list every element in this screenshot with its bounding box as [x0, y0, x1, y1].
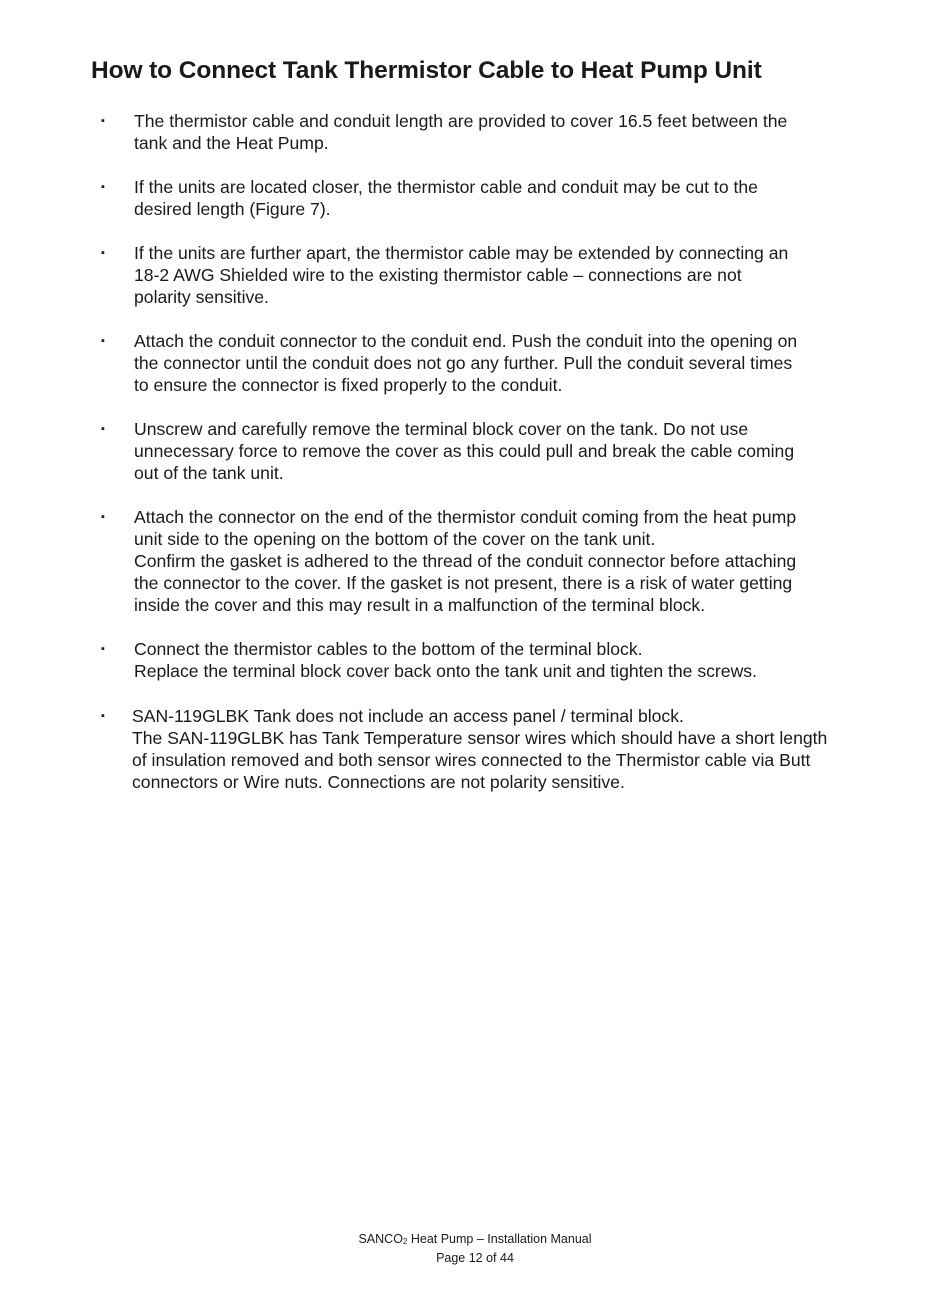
- bullet-marker: ▪: [101, 247, 105, 259]
- page-title: How to Connect Tank Thermistor Cable to Heat Pump Unit: [91, 57, 762, 84]
- text-line: Unscrew and carefully remove the terminal block cover on the tank. Do not use: [134, 419, 749, 439]
- text-line: the connector until the conduit does not go any further. Pull the conduit several times: [134, 353, 793, 374]
- text-line: If the units are further apart, the thermistor cable may be extended by connecting an: [134, 243, 789, 263]
- text-line: tank and the Heat Pump.: [134, 133, 329, 154]
- text-line: polarity sensitive.: [134, 287, 269, 308]
- list-item: [134, 330, 894, 396]
- text-line: desired length (Figure 7).: [134, 199, 331, 220]
- list-item: [134, 176, 894, 220]
- list-item: [134, 638, 894, 682]
- text-line: The thermistor cable and conduit length are provided to cover 16.5 feet between the: [134, 111, 788, 131]
- text-line: of insulation removed and both sensor wires connected to the Thermistor cable via Butt: [132, 750, 811, 771]
- text-line: The SAN-119GLBK has Tank Temperature sensor wires which should have a short length: [132, 728, 828, 749]
- text-line: inside the cover and this may result in a malfunction of the terminal block.: [134, 595, 706, 616]
- bullet-marker: ▪: [101, 511, 105, 523]
- manual-title-prefix: SANCO: [358, 1232, 403, 1246]
- list-item: [134, 418, 894, 484]
- list-item: [134, 506, 894, 616]
- list-item: [134, 242, 894, 308]
- text-line: unnecessary force to remove the cover as this could pull and break the cable coming: [134, 441, 795, 462]
- list-item: [132, 705, 892, 793]
- text-line: If the units are located closer, the thermistor cable and conduit may be cut to the: [134, 177, 758, 197]
- text-line: 18-2 AWG Shielded wire to the existing thermistor cable – connections are not: [134, 265, 742, 286]
- manual-title-subscript: 2: [402, 1237, 408, 1246]
- bullet-marker: ▪: [101, 710, 105, 722]
- text-line: to ensure the connector is fixed properly to the conduit.: [134, 375, 563, 396]
- text-line: Confirm the gasket is adhered to the thread of the conduit connector before attaching: [134, 551, 797, 572]
- bullet-marker: ▪: [101, 643, 105, 655]
- text-line: out of the tank unit.: [134, 463, 284, 484]
- text-line: Attach the conduit connector to the conduit end. Push the conduit into the opening on: [134, 331, 798, 351]
- bullet-marker: ▪: [101, 335, 105, 347]
- text-line: Attach the connector on the end of the thermistor conduit coming from the heat pump: [134, 507, 797, 527]
- text-line: Connect the thermistor cables to the bottom of the terminal block.: [134, 639, 643, 659]
- manual-title: [0, 1231, 950, 1250]
- text-line: the connector to the cover. If the gasket is not present, there is a risk of water getting: [134, 573, 793, 594]
- text-line: connectors or Wire nuts. Connections are not polarity sensitive.: [132, 772, 625, 793]
- bullet-marker: ▪: [101, 181, 105, 193]
- text-line: SAN-119GLBK Tank does not include an access panel / terminal block.: [132, 706, 684, 726]
- manual-title-suffix: Heat Pump – Installation Manual: [407, 1232, 592, 1246]
- page-number: Page 12 of 44: [436, 1251, 514, 1265]
- text-line: Replace the terminal block cover back onto the tank unit and tighten the screws.: [134, 661, 757, 682]
- text-line: unit side to the opening on the bottom of the cover on the tank unit.: [134, 529, 656, 550]
- bullet-marker: ▪: [101, 423, 105, 435]
- page-footer: [0, 1231, 950, 1266]
- list-item: [134, 110, 894, 154]
- bullet-marker: ▪: [101, 115, 105, 127]
